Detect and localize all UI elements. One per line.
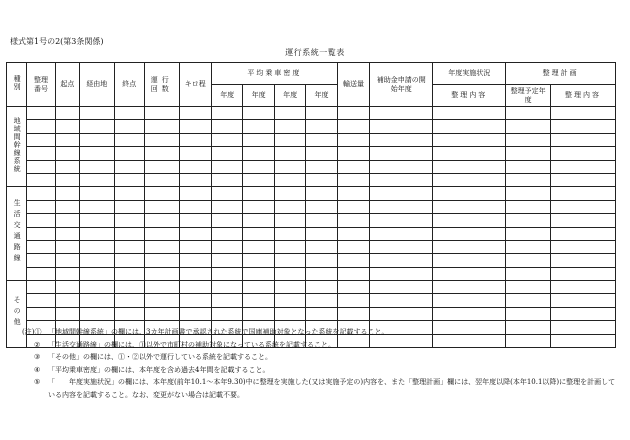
header-avg-density: 平均乗車密度	[211, 63, 337, 85]
table-cell	[550, 267, 615, 280]
table-cell	[337, 254, 369, 267]
note-mark: ②	[34, 340, 41, 349]
table-row	[7, 254, 616, 267]
table-cell	[145, 240, 180, 253]
group-other-routes: その他	[7, 281, 27, 348]
table-cell	[337, 107, 369, 120]
table-row	[7, 240, 616, 253]
table-cell	[243, 307, 274, 320]
table-cell	[80, 227, 115, 240]
table-cell	[211, 307, 242, 320]
table-cell	[306, 160, 337, 173]
header-subsidy-start: 補助金申請の開始年度	[370, 63, 433, 107]
table-cell	[211, 133, 242, 146]
table-cell	[433, 107, 506, 120]
header-service-count: 運行回数	[145, 63, 180, 107]
table-cell	[211, 294, 242, 307]
table-row	[7, 187, 616, 200]
table-cell	[370, 254, 433, 267]
table-cell	[550, 133, 615, 146]
table-cell	[179, 294, 211, 307]
table-cell	[145, 281, 180, 294]
table-cell	[114, 254, 144, 267]
table-cell	[145, 147, 180, 160]
table-cell	[80, 173, 115, 186]
table-cell	[274, 267, 305, 280]
table-cell	[274, 187, 305, 200]
note-item	[22, 351, 622, 364]
table-cell	[80, 267, 115, 280]
header-arrangement-plan: 整理計画	[506, 63, 616, 85]
table-cell	[306, 133, 337, 146]
table-cell	[179, 187, 211, 200]
note-item	[22, 339, 622, 352]
table-cell	[80, 107, 115, 120]
table-cell	[179, 214, 211, 227]
table-cell	[179, 133, 211, 146]
table-cell	[550, 294, 615, 307]
table-cell	[55, 107, 79, 120]
table-cell	[506, 173, 551, 186]
table-cell	[370, 200, 433, 213]
table-cell	[370, 214, 433, 227]
table-cell	[506, 227, 551, 240]
table-cell	[179, 107, 211, 120]
table-cell	[274, 307, 305, 320]
table-row	[7, 227, 616, 240]
table-cell	[550, 120, 615, 133]
table-cell	[370, 307, 433, 320]
table-cell	[211, 267, 242, 280]
table-cell	[433, 214, 506, 227]
table-row	[7, 267, 616, 280]
table-cell	[55, 133, 79, 146]
table-cell	[337, 187, 369, 200]
note-text: 「その他」の欄には、①・②以外で運行している系統を記載すること。	[48, 353, 272, 361]
table-cell	[306, 147, 337, 160]
table-cell	[337, 133, 369, 146]
header-arrangement-content-status: 整理内容	[433, 85, 506, 107]
header-year-4: 年度	[306, 85, 337, 107]
table-cell	[550, 227, 615, 240]
table-cell	[27, 254, 55, 267]
table-cell	[306, 107, 337, 120]
table-cell	[114, 173, 144, 186]
table-cell	[114, 147, 144, 160]
table-cell	[506, 294, 551, 307]
table-cell	[27, 160, 55, 173]
notes-prefix: (注)	[22, 328, 35, 336]
table-cell	[179, 173, 211, 186]
table-cell	[370, 147, 433, 160]
table-cell	[27, 294, 55, 307]
table-cell	[337, 214, 369, 227]
table-cell	[433, 173, 506, 186]
table-cell	[337, 227, 369, 240]
table-cell	[211, 240, 242, 253]
table-cell	[80, 187, 115, 200]
table-cell	[550, 281, 615, 294]
table-cell	[550, 107, 615, 120]
table-cell	[145, 214, 180, 227]
table-cell	[55, 227, 79, 240]
table-cell	[243, 214, 274, 227]
table-cell	[211, 214, 242, 227]
header-year-3: 年度	[274, 85, 305, 107]
header-terminus: 終点	[114, 63, 144, 107]
table-cell	[243, 254, 274, 267]
table-cell	[179, 307, 211, 320]
table-cell	[370, 187, 433, 200]
table-cell	[370, 267, 433, 280]
table-cell	[80, 200, 115, 213]
table-row	[7, 107, 616, 120]
table-cell	[370, 133, 433, 146]
table-cell	[243, 240, 274, 253]
table-cell	[550, 147, 615, 160]
table-cell	[306, 173, 337, 186]
table-cell	[506, 187, 551, 200]
header-arrangement-content-plan: 整理内容	[550, 85, 615, 107]
table-cell	[179, 240, 211, 253]
table-cell	[370, 281, 433, 294]
table-cell	[211, 173, 242, 186]
table-row	[7, 147, 616, 160]
table-cell	[27, 281, 55, 294]
table-cell	[211, 254, 242, 267]
table-cell	[337, 267, 369, 280]
table-cell	[114, 240, 144, 253]
table-cell	[274, 294, 305, 307]
table-cell	[243, 267, 274, 280]
note-text: 「地域間幹線系統」の欄には、3カ年計画書で承認された系統で国庫補助対象となった系統を記載すること。	[48, 328, 389, 336]
table-row	[7, 294, 616, 307]
table-cell	[370, 240, 433, 253]
table-cell	[179, 160, 211, 173]
table-cell	[433, 120, 506, 133]
table-cell	[433, 227, 506, 240]
table-cell	[145, 107, 180, 120]
table-cell	[179, 267, 211, 280]
table-cell	[55, 267, 79, 280]
table-cell	[55, 120, 79, 133]
table-cell	[274, 200, 305, 213]
table-cell	[370, 173, 433, 186]
table-cell	[55, 200, 79, 213]
table-cell	[306, 281, 337, 294]
table-cell	[506, 160, 551, 173]
table-cell	[370, 160, 433, 173]
note-text: 「平均乗車密度」の欄には、本年度を含め過去4年間を記載すること。	[48, 365, 270, 374]
table-cell	[370, 227, 433, 240]
header-serial-number: 整理番号	[27, 63, 55, 107]
header-year-1: 年度	[211, 85, 242, 107]
table-cell	[306, 120, 337, 133]
table-cell	[243, 200, 274, 213]
table-cell	[114, 120, 144, 133]
table-cell	[274, 173, 305, 186]
table-cell	[550, 254, 615, 267]
table-cell	[27, 173, 55, 186]
table-cell	[274, 254, 305, 267]
table-cell	[433, 307, 506, 320]
table-cell	[55, 254, 79, 267]
note-text: 「生活交通路線」の欄には、①以外で市町村の補助対象になっている系統を記載すること。	[48, 340, 335, 349]
table-cell	[55, 173, 79, 186]
table-row	[7, 214, 616, 227]
table-cell	[114, 307, 144, 320]
document-title: 運行系統一覧表	[285, 48, 345, 57]
table-cell	[550, 173, 615, 186]
table-cell	[306, 187, 337, 200]
table-cell	[274, 133, 305, 146]
table-cell	[370, 107, 433, 120]
table-cell	[337, 281, 369, 294]
table-cell	[274, 214, 305, 227]
table-cell	[55, 307, 79, 320]
table-cell	[433, 133, 506, 146]
table-cell	[433, 240, 506, 253]
table-cell	[145, 200, 180, 213]
table-cell	[145, 227, 180, 240]
table-cell	[506, 107, 551, 120]
group-living-routes: 生活交通路線	[7, 187, 27, 281]
table-cell	[114, 200, 144, 213]
table-cell	[506, 307, 551, 320]
table-cell	[274, 281, 305, 294]
table-cell	[114, 107, 144, 120]
table-cell	[550, 307, 615, 320]
table-cell	[337, 294, 369, 307]
table-cell	[211, 200, 242, 213]
table-cell	[27, 133, 55, 146]
table-cell	[506, 267, 551, 280]
table-cell	[145, 120, 180, 133]
table-cell	[243, 133, 274, 146]
table-cell	[433, 160, 506, 173]
table-cell	[370, 120, 433, 133]
table-cell	[274, 120, 305, 133]
table-cell	[211, 160, 242, 173]
table-cell	[550, 240, 615, 253]
table-cell	[80, 307, 115, 320]
note-text: 「 年度実施状況」の欄には、本年度(前年10.1～本年9.30)中に整理を実施した(又は実施予定の)内容を、また「整理計画」欄には、翌年度以降(本年10.1以降)に整理を計画している内容を記載すること。なお、変更がない場合は記載不要。	[48, 378, 616, 399]
table-row	[7, 173, 616, 186]
table-cell	[80, 240, 115, 253]
table-cell	[211, 147, 242, 160]
header-volume: 輸送量	[337, 63, 369, 107]
table-cell	[550, 214, 615, 227]
table-cell	[274, 227, 305, 240]
table-cell	[211, 227, 242, 240]
note-mark: ④	[34, 365, 41, 374]
table-cell	[274, 240, 305, 253]
table-cell	[114, 294, 144, 307]
table-cell	[80, 147, 115, 160]
table-cell	[145, 173, 180, 186]
table-cell	[55, 147, 79, 160]
table-cell	[243, 120, 274, 133]
header-type: 種別	[7, 63, 27, 107]
table-cell	[114, 281, 144, 294]
table-cell	[80, 281, 115, 294]
table-cell	[114, 133, 144, 146]
table-cell	[243, 187, 274, 200]
table-cell	[114, 267, 144, 280]
note-mark: ⑤	[34, 378, 41, 386]
table-cell	[306, 267, 337, 280]
table-cell	[243, 173, 274, 186]
table-cell	[27, 214, 55, 227]
table-cell	[306, 294, 337, 307]
table-cell	[433, 200, 506, 213]
table-cell	[55, 281, 79, 294]
table-cell	[306, 200, 337, 213]
table-cell	[506, 200, 551, 213]
table-cell	[179, 147, 211, 160]
table-cell	[506, 240, 551, 253]
table-cell	[506, 120, 551, 133]
table-cell	[337, 147, 369, 160]
table-cell	[80, 294, 115, 307]
table-row	[7, 133, 616, 146]
table-cell	[145, 133, 180, 146]
table-cell	[27, 307, 55, 320]
header-annual-status: 年度実施状況	[433, 63, 506, 85]
table-cell	[337, 160, 369, 173]
table-cell	[243, 107, 274, 120]
table-cell	[211, 120, 242, 133]
table-cell	[274, 147, 305, 160]
table-cell	[306, 227, 337, 240]
table-cell	[506, 133, 551, 146]
table-cell	[27, 147, 55, 160]
table-cell	[27, 107, 55, 120]
table-cell	[55, 187, 79, 200]
table-cell	[55, 294, 79, 307]
header-via: 経由地	[80, 63, 115, 107]
table-cell	[433, 187, 506, 200]
table-cell	[211, 107, 242, 120]
table-cell	[114, 187, 144, 200]
note-mark: ①	[34, 328, 42, 336]
table-row	[7, 200, 616, 213]
table-cell	[27, 240, 55, 253]
table-cell	[80, 214, 115, 227]
table-cell	[433, 147, 506, 160]
table-cell	[306, 240, 337, 253]
table-cell	[145, 267, 180, 280]
table-cell	[27, 200, 55, 213]
table-cell	[114, 214, 144, 227]
table-cell	[145, 294, 180, 307]
table-cell	[550, 160, 615, 173]
table-cell	[145, 254, 180, 267]
table-cell	[306, 214, 337, 227]
table-cell	[433, 294, 506, 307]
table-cell	[27, 227, 55, 240]
table-cell	[145, 160, 180, 173]
header-year-2: 年度	[243, 85, 274, 107]
header-planned-year: 整理予定年度	[506, 85, 551, 107]
table-cell	[337, 173, 369, 186]
table-cell	[179, 120, 211, 133]
table-cell	[274, 160, 305, 173]
table-cell	[370, 294, 433, 307]
table-cell	[274, 107, 305, 120]
table-row	[7, 307, 616, 320]
table-cell	[243, 147, 274, 160]
table-cell	[27, 267, 55, 280]
header-row	[7, 63, 616, 85]
table-cell	[211, 281, 242, 294]
table-cell	[55, 240, 79, 253]
table-cell	[550, 187, 615, 200]
note-mark: ③	[34, 353, 41, 361]
table-cell	[433, 281, 506, 294]
table-cell	[55, 160, 79, 173]
table-cell	[80, 120, 115, 133]
table-row	[7, 281, 616, 294]
group-trunk-routes: 地域間幹線系統	[7, 107, 27, 187]
table-cell	[337, 120, 369, 133]
table-cell	[179, 254, 211, 267]
table-cell	[179, 200, 211, 213]
table-cell	[179, 227, 211, 240]
table-cell	[243, 227, 274, 240]
table-cell	[80, 160, 115, 173]
header-distance: キロ程	[179, 63, 211, 107]
table-cell	[80, 254, 115, 267]
table-cell	[337, 200, 369, 213]
note-item	[22, 326, 622, 339]
table-cell	[243, 294, 274, 307]
table-cell	[506, 281, 551, 294]
table-cell	[243, 281, 274, 294]
table-cell	[306, 254, 337, 267]
table-cell	[27, 120, 55, 133]
table-cell	[114, 160, 144, 173]
table-cell	[55, 214, 79, 227]
note-item	[22, 376, 622, 401]
table-cell	[114, 227, 144, 240]
table-cell	[337, 307, 369, 320]
table-cell	[211, 187, 242, 200]
table-cell	[145, 187, 180, 200]
table-cell	[337, 240, 369, 253]
table-cell	[179, 281, 211, 294]
table-cell	[306, 307, 337, 320]
table-cell	[433, 267, 506, 280]
table-row	[7, 120, 616, 133]
table-cell	[550, 200, 615, 213]
route-table	[6, 62, 616, 348]
table-cell	[80, 133, 115, 146]
table-row	[7, 160, 616, 173]
form-number: 様式第1号の2(第3条関係)	[10, 37, 104, 46]
table-cell	[243, 160, 274, 173]
table-cell	[506, 147, 551, 160]
note-item	[22, 364, 622, 377]
table-cell	[27, 187, 55, 200]
table-cell	[433, 254, 506, 267]
table-cell	[506, 214, 551, 227]
table-cell	[506, 254, 551, 267]
header-origin: 起点	[55, 63, 79, 107]
table-cell	[145, 307, 180, 320]
notes	[22, 326, 622, 401]
